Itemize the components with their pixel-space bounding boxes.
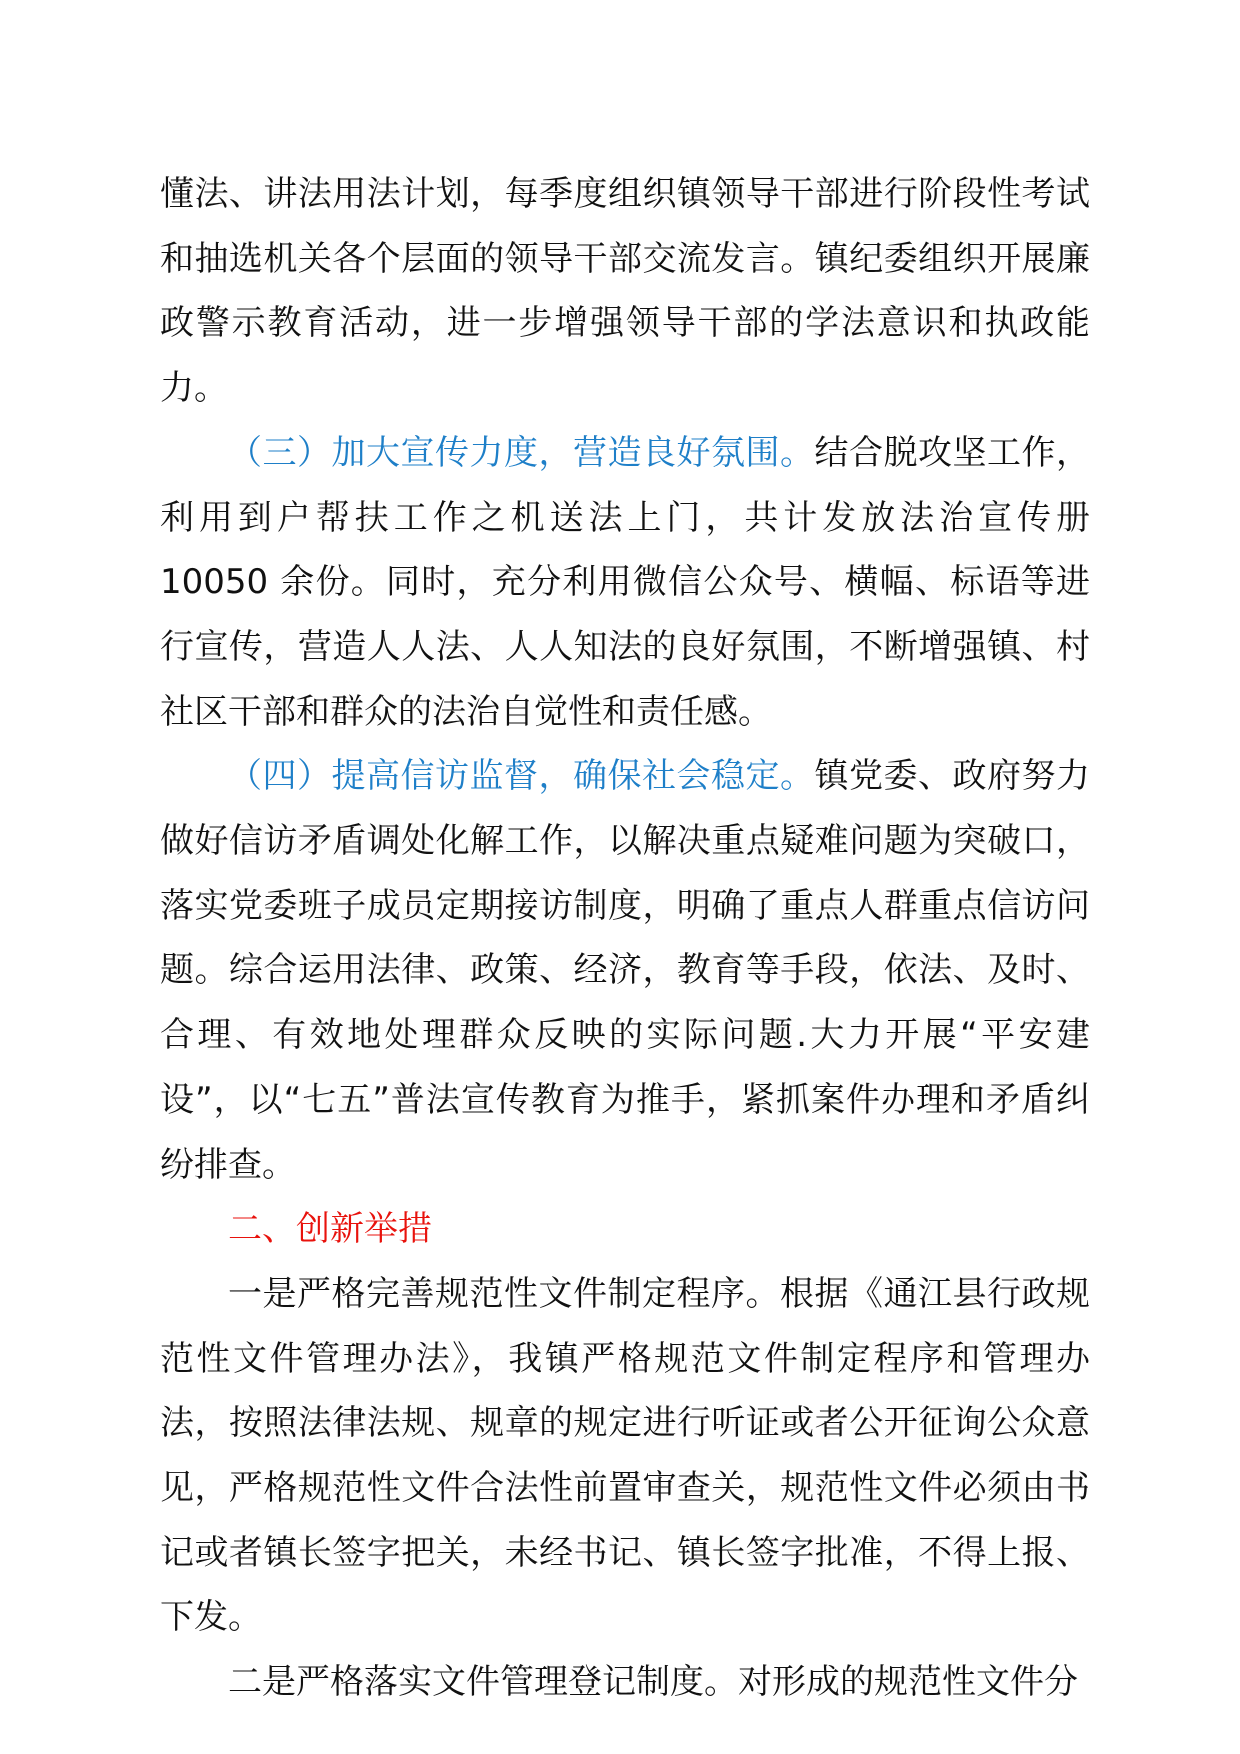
paragraph-text: 结合脱攻坚工作，利用到户帮扶工作之机送法上门，共计发放法治宣传册 10050 余份。同时，充分利用微信公众号、横幅、标语等进行宣传，营造人人法、人人知法的良好氛围，不断增强镇、村社区干部和群众的法治自觉性和责任感。 (160, 432, 1090, 732)
paragraph-text: 懂法、讲法用法计划，每季度组织镇领导干部进行阶段性考试和抽选机关各个层面的领导干部交流发言。镇纪委组织开展廉政警示教育活动，进一步增强领导干部的学法意识和执政能力。 (160, 174, 1090, 409)
section-heading: 二、创新举措 (228, 1209, 432, 1250)
paragraph-continued (160, 162, 1090, 421)
paragraph-measure-one (160, 1262, 1090, 1650)
paragraph-publicity (160, 421, 1090, 745)
subheading-publicity: （三）加大宣传力度，营造良好氛围。 (228, 432, 815, 473)
paragraph-text: 二是严格落实文件管理登记制度。对形成的规范性文件分 (228, 1662, 1078, 1703)
paragraph-petition (160, 744, 1090, 1197)
paragraph-text: 一是严格完善规范性文件制定程序。根据《通江县行政规范性文件管理办法》，我镇严格规范文件制定程序和管理办法，按照法律法规、规章的规定进行听证或者公开征询公众意见，严格规范性文件合法性前置审查关，规范性文件必须由书记或者镇长签字把关，未经书记、镇长签字批准，不得上报、下发。 (160, 1273, 1090, 1638)
document-body (160, 162, 1090, 1715)
paragraph-text: 镇党委、政府努力做好信访矛盾调处化解工作，以解决重点疑难问题为突破口，落实党委班子成员定期接访制度，明确了重点人群重点信访问题。综合运用法律、政策、经济，教育等手段，依法、及时、合理、有效地处理群众反映的实际问题.大力开展“平安建设”，以“七五”普法宣传教育为推手，紧抓案件办理和矛盾纠纷排查。 (160, 756, 1090, 1185)
paragraph-measure-two (160, 1650, 1090, 1715)
subheading-petition: （四）提高信访监督，确保社会稳定。 (228, 756, 815, 797)
